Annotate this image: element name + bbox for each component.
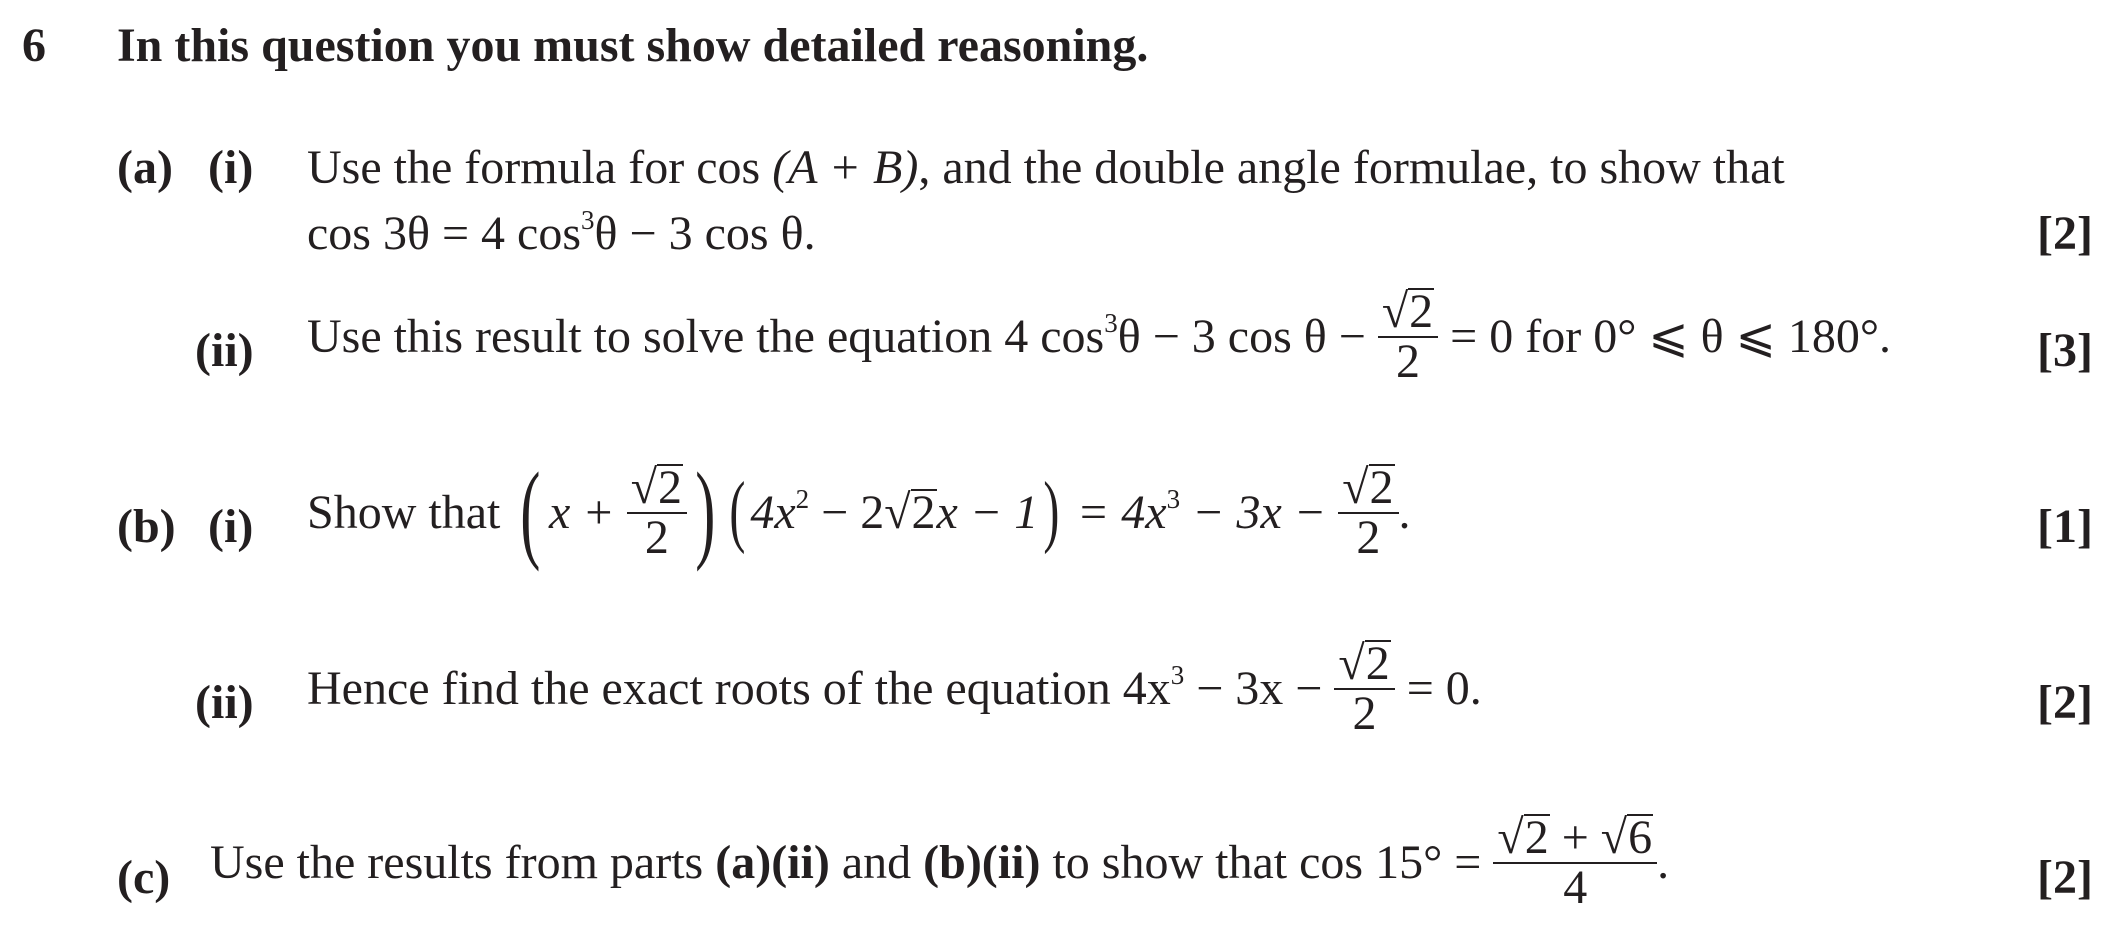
b-ii-end: = 0.: [1406, 662, 1482, 716]
denominator: 2: [1378, 336, 1438, 386]
left-paren: (: [729, 467, 745, 555]
rhs-4x: = 4x: [1076, 486, 1167, 540]
cos15-fraction: [1493, 811, 1657, 914]
factor-4x: 4x: [750, 486, 796, 540]
part-a-i-label: (i): [208, 141, 254, 194]
left-paren: (: [520, 450, 541, 572]
part-b-ii-text: [307, 637, 1482, 742]
a-ii-mid: θ − 3 cos θ −: [1117, 310, 1366, 364]
denominator: 2: [627, 512, 687, 562]
part-c-label: (c): [117, 851, 171, 904]
part-b-i-expression: [307, 450, 1411, 572]
right-paren: ): [1043, 467, 1060, 555]
c-text-2: and: [841, 836, 912, 890]
part-b-i-label: (i): [208, 500, 254, 553]
part-b-i-marks: [1]: [2037, 500, 2093, 553]
radicand: 2: [1524, 811, 1549, 864]
c-ref-b-ii: (b)(ii): [923, 836, 1041, 890]
cube-exponent: 3: [581, 205, 595, 235]
radical-sign: √: [1338, 637, 1365, 690]
right-paren: ): [695, 450, 716, 572]
radical-sign: √: [1600, 811, 1628, 864]
a-i-identity-left: cos 3θ = 4 cos: [307, 207, 582, 260]
cube-exponent: 3: [1104, 308, 1118, 339]
part-a-ii-marks: [3]: [2037, 324, 2093, 377]
denominator: 2: [1334, 688, 1394, 738]
part-a-i-text: [307, 140, 1785, 195]
radical-sign: √: [630, 461, 658, 514]
a-i-text-2: , and the double angle formulae, to show that: [918, 141, 1785, 194]
a-ii-end: = 0 for 0° ⩽ θ ⩽ 180°.: [1450, 310, 1892, 364]
question-instruction: In this question you must show detailed reasoning.: [117, 19, 1149, 72]
cube-exponent: 3: [1166, 484, 1181, 515]
period: .: [1657, 836, 1670, 890]
part-a-i-identity: [307, 206, 816, 261]
radicand: 2: [1365, 637, 1390, 690]
root2-over-2-fraction: [627, 461, 687, 564]
plus: +: [1561, 811, 1589, 864]
radical-sign: √: [1497, 811, 1524, 864]
radical-sign: √: [1381, 285, 1409, 338]
denominator: 2: [1338, 512, 1398, 562]
radicand: 2: [1369, 461, 1394, 514]
root2: [884, 485, 936, 540]
a-i-identity-right: θ − 3 cos θ.: [594, 207, 816, 260]
radicand: 2: [911, 486, 936, 540]
root2-over-2-fraction: [1378, 285, 1438, 388]
part-a-ii-label: (ii): [195, 324, 254, 377]
part-a-i-marks: [2]: [2037, 207, 2093, 260]
x-minus-1: x − 1: [936, 486, 1039, 540]
b-ii-text: Hence find the exact roots of the equation 4x: [307, 662, 1171, 716]
radical-sign: √: [1342, 461, 1369, 514]
b-i-text: Show that: [307, 486, 501, 540]
x-plus: x +: [548, 486, 615, 540]
radicand: 6: [1628, 811, 1653, 864]
radical-sign: √: [884, 486, 911, 540]
root2-over-2-fraction: [1334, 637, 1394, 740]
c-ref-a-ii: (a)(ii): [715, 836, 830, 890]
radicand: 2: [658, 461, 683, 514]
part-c-text: [210, 811, 1670, 916]
minus-2: − 2: [809, 486, 885, 540]
part-a-ii-text: [307, 285, 1892, 390]
cube-exponent: 3: [1170, 660, 1185, 691]
part-b-ii-label: (ii): [195, 676, 254, 729]
period: .: [1398, 486, 1411, 540]
c-text-1: Use the results from parts: [210, 836, 704, 890]
question-number: 6: [22, 19, 46, 72]
part-b-ii-marks: [2]: [2037, 676, 2093, 729]
denominator: 4: [1493, 862, 1657, 912]
a-ii-text: Use this result to solve the equation 4 cos: [307, 310, 1105, 364]
part-b-label: (b): [117, 500, 176, 553]
root2-over-2-fraction: [1338, 461, 1398, 564]
a-i-ab: (A + B): [772, 141, 919, 194]
part-c-marks: [2]: [2037, 851, 2093, 904]
a-i-text-1: Use the formula for cos: [307, 141, 761, 194]
part-a-label: (a): [117, 141, 173, 194]
square-exponent: 2: [795, 484, 810, 515]
rhs-minus-3x: − 3x −: [1180, 486, 1327, 540]
radicand: 2: [1409, 285, 1434, 338]
c-text-3: to show that cos 15° =: [1052, 836, 1482, 890]
b-ii-mid: − 3x −: [1184, 662, 1323, 716]
